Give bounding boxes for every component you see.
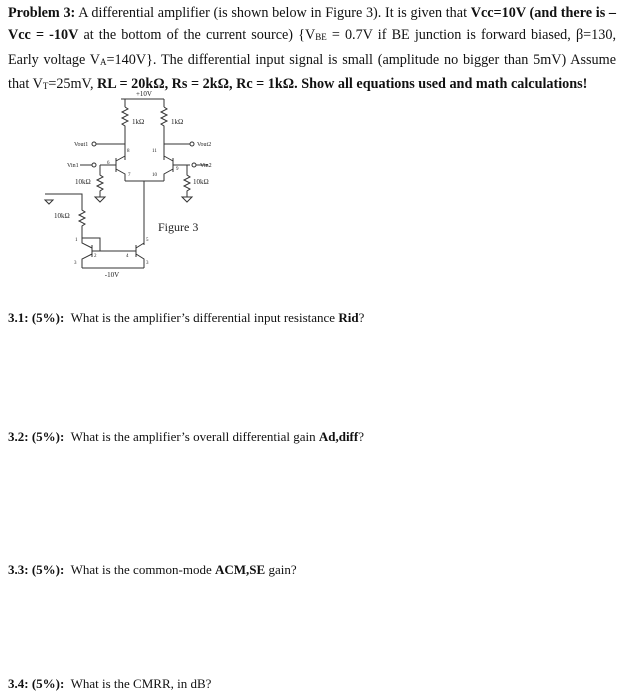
vcc-label: +10V [135,90,153,98]
problem-text: A differential amplifier (is shown below in Figure 3). It is given that [78,5,468,21]
tail-wire [125,181,164,245]
node-label: 3 [146,261,149,266]
base-resistor-2 [182,165,192,202]
circuit-figure [0,0,622,300]
question-symbol: ACM,SE [215,562,266,577]
vcc-text: Vcc=10V (and there is – [470,5,617,21]
vout2-terminal [190,142,194,146]
question-text: What is the common-mode [70,562,212,577]
question-3-4 [8,676,211,692]
problem-text: = 0.7V if BE junction is forward biased, β=130, Early voltage V [8,27,616,68]
question-3-1 [8,310,364,326]
problem-title: Problem 3: [8,5,76,21]
vin1-terminal [92,163,96,167]
node-label: 11 [152,149,157,154]
question-end: ? [358,429,364,444]
vin1-label: Vin1 [67,163,79,169]
node-label: 3 [74,261,77,266]
given-values: RL = 20kΩ, Rs = 2kΩ, Rc = 1kΩ. Show all equations used and math calculations! [97,75,588,92]
subscript: BE [315,32,327,43]
subscript: A [100,56,107,67]
question-label: 3.3: (5%): [8,562,65,577]
question-end: ? [358,310,365,325]
rref-label: 10kΩ [54,212,70,220]
supply-rail [121,99,164,107]
question-symbol: Rid [338,310,359,325]
node-label: 8 [127,149,130,154]
node-labels [74,149,179,266]
current-mirror [82,238,144,268]
problem-text: =25mV, [48,75,94,92]
subscript: T [42,80,49,91]
question-end: gain? [265,562,297,577]
question-label: 3.2: (5%): [8,429,65,444]
question-label: 3.4: (5%): [8,676,65,691]
node-label: 7 [128,173,131,178]
vin2-terminal [192,163,196,167]
vin2-label: Vin2 [200,163,212,169]
problem-text: =140V}. The differential input signal is small (amplitude no bigger than 5mV) Assume that V [8,51,616,92]
figure-caption: Figure 3 [158,220,199,234]
node-label: 2 [94,254,97,259]
question-3-3 [8,562,297,578]
question-3-2 [8,429,364,445]
node-label: 6 [107,161,110,166]
node-label: 1 [75,238,78,243]
problem-text: at the bottom of the current source) {V [83,27,316,44]
vout1-label: Vout1 [74,142,89,148]
node-label: 10 [152,173,157,178]
rb2-label: 10kΩ [193,178,209,186]
base-resistor-1 [95,165,105,202]
rc2-label: 1kΩ [171,118,184,126]
rc1-label: 1kΩ [132,118,145,126]
node-label: 9 [176,167,179,172]
question-text: What is the CMRR, in dB? [70,676,212,691]
node-label: 4 [126,254,129,259]
question-label: 3.1: (5%): [8,310,65,325]
node-label: 5 [146,238,149,243]
vee-text: Vcc = -10V [8,27,79,44]
vout1-terminal [92,142,96,146]
question-text: What is the amplifier’s overall differential gain [70,429,316,444]
rb1-label: 10kΩ [75,178,91,186]
question-text: What is the amplifier’s differential input resistance [70,310,336,325]
vee-label: -10V [104,271,120,279]
question-symbol: Ad,diff [318,429,359,444]
vout2-label: Vout2 [197,142,212,148]
